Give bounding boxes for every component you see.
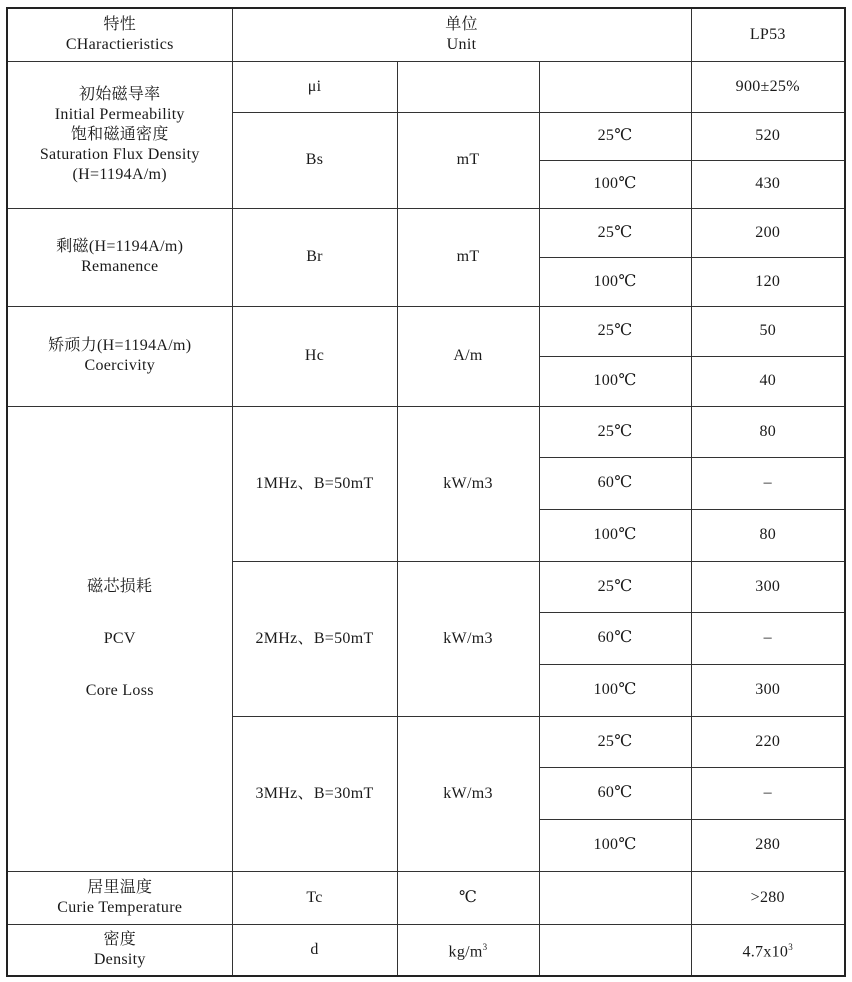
coercivity-en: Coercivity [84, 357, 156, 374]
density-cn: 密度 [103, 930, 137, 948]
table-row [7, 208, 845, 257]
curie-cn: 居里温度 [87, 878, 153, 896]
curie-value: >280 [691, 871, 845, 924]
unit-en: Unit [446, 35, 477, 53]
unit-cn: 单位 [445, 15, 478, 33]
density-value-base: 4.7x10 [742, 943, 789, 961]
curie-label [7, 871, 232, 924]
coercivity-unit: A/m [397, 306, 539, 406]
core-loss-abbr: PCV [103, 629, 136, 647]
empty-cell [539, 924, 691, 976]
temp-cell: 60℃ [539, 457, 691, 509]
table-row [7, 924, 845, 976]
density-unit-exp: 3 [482, 942, 488, 953]
value-cell: 40 [691, 356, 845, 406]
core-loss-unit: kW/m3 [397, 561, 539, 716]
core-loss-condition: 3MHz、B=30mT [232, 716, 397, 871]
characteristics-cn: 特性 [103, 15, 137, 33]
permeability-en: Initial Permeability [54, 105, 185, 123]
coercivity-cn: 矫顽力(H=1194A/m) [48, 337, 192, 354]
material-header: LP53 [691, 8, 845, 61]
core-loss-en: Core Loss [85, 681, 154, 699]
core-loss-condition: 1MHz、B=50mT [232, 406, 397, 561]
value-cell: 520 [691, 112, 845, 160]
core-loss-cn: 磁芯损耗 [87, 577, 153, 595]
value-cell: – [691, 767, 845, 819]
permeability-cn: 初始磁导率 [78, 85, 161, 103]
saturation-symbol: Bs [232, 112, 397, 208]
remanence-label [7, 208, 232, 306]
value-cell: 430 [691, 160, 845, 208]
permeability-symbol: μi [232, 61, 397, 112]
temp-cell: 25℃ [539, 406, 691, 457]
empty-cell [539, 61, 691, 112]
value-cell: 300 [691, 561, 845, 612]
core-loss-unit: kW/m3 [397, 716, 539, 871]
saturation-unit: mT [397, 112, 539, 208]
temp-cell: 100℃ [539, 819, 691, 871]
temp-cell: 100℃ [539, 664, 691, 716]
density-label [7, 924, 232, 976]
characteristics-en: CHaractieristics [65, 35, 174, 53]
permeability-value: 900±25% [691, 61, 845, 112]
saturation-condition: (H=1194A/m) [72, 165, 167, 183]
coercivity-label [7, 306, 232, 406]
remanence-cn: 剩磁(H=1194A/m) [56, 238, 184, 255]
value-cell: 300 [691, 664, 845, 716]
material-spec-table [6, 7, 846, 977]
value-cell: 50 [691, 306, 845, 356]
header-row [7, 8, 845, 61]
temp-cell: 100℃ [539, 257, 691, 306]
curie-en: Curie Temperature [57, 898, 183, 916]
temp-cell: 100℃ [539, 160, 691, 208]
value-cell: – [691, 612, 845, 664]
remanence-unit: mT [397, 208, 539, 306]
core-loss-unit: kW/m3 [397, 406, 539, 561]
saturation-en: Saturation Flux Density [39, 145, 200, 163]
density-value-exp: 3 [788, 942, 794, 953]
density-en: Density [93, 950, 146, 968]
coercivity-symbol: Hc [232, 306, 397, 406]
table-row [7, 306, 845, 356]
table-row [7, 871, 845, 924]
value-cell: 280 [691, 819, 845, 871]
curie-symbol: Tc [232, 871, 397, 924]
temp-cell: 60℃ [539, 612, 691, 664]
characteristics-header [7, 8, 232, 61]
table-row [7, 61, 845, 112]
value-cell: 80 [691, 509, 845, 561]
density-unit [397, 924, 539, 976]
value-cell: 80 [691, 406, 845, 457]
temp-cell: 25℃ [539, 561, 691, 612]
curie-unit: ℃ [397, 871, 539, 924]
core-loss-label [7, 406, 232, 871]
temp-cell: 25℃ [539, 112, 691, 160]
temp-cell: 25℃ [539, 716, 691, 767]
value-cell: 200 [691, 208, 845, 257]
value-cell: – [691, 457, 845, 509]
remanence-en: Remanence [81, 258, 159, 275]
remanence-symbol: Br [232, 208, 397, 306]
temp-cell: 25℃ [539, 208, 691, 257]
value-cell: 220 [691, 716, 845, 767]
temp-cell: 25℃ [539, 306, 691, 356]
temp-cell: 60℃ [539, 767, 691, 819]
temp-cell: 100℃ [539, 509, 691, 561]
density-value [691, 924, 845, 976]
unit-header [232, 8, 691, 61]
table-row [7, 406, 845, 457]
empty-cell [539, 871, 691, 924]
density-unit-base: kg/m [448, 943, 483, 961]
density-symbol: d [232, 924, 397, 976]
temp-cell: 100℃ [539, 356, 691, 406]
saturation-cn: 饱和磁通密度 [70, 125, 169, 143]
permeability-saturation-label [7, 61, 232, 208]
empty-cell [397, 61, 539, 112]
core-loss-condition: 2MHz、B=50mT [232, 561, 397, 716]
value-cell: 120 [691, 257, 845, 306]
